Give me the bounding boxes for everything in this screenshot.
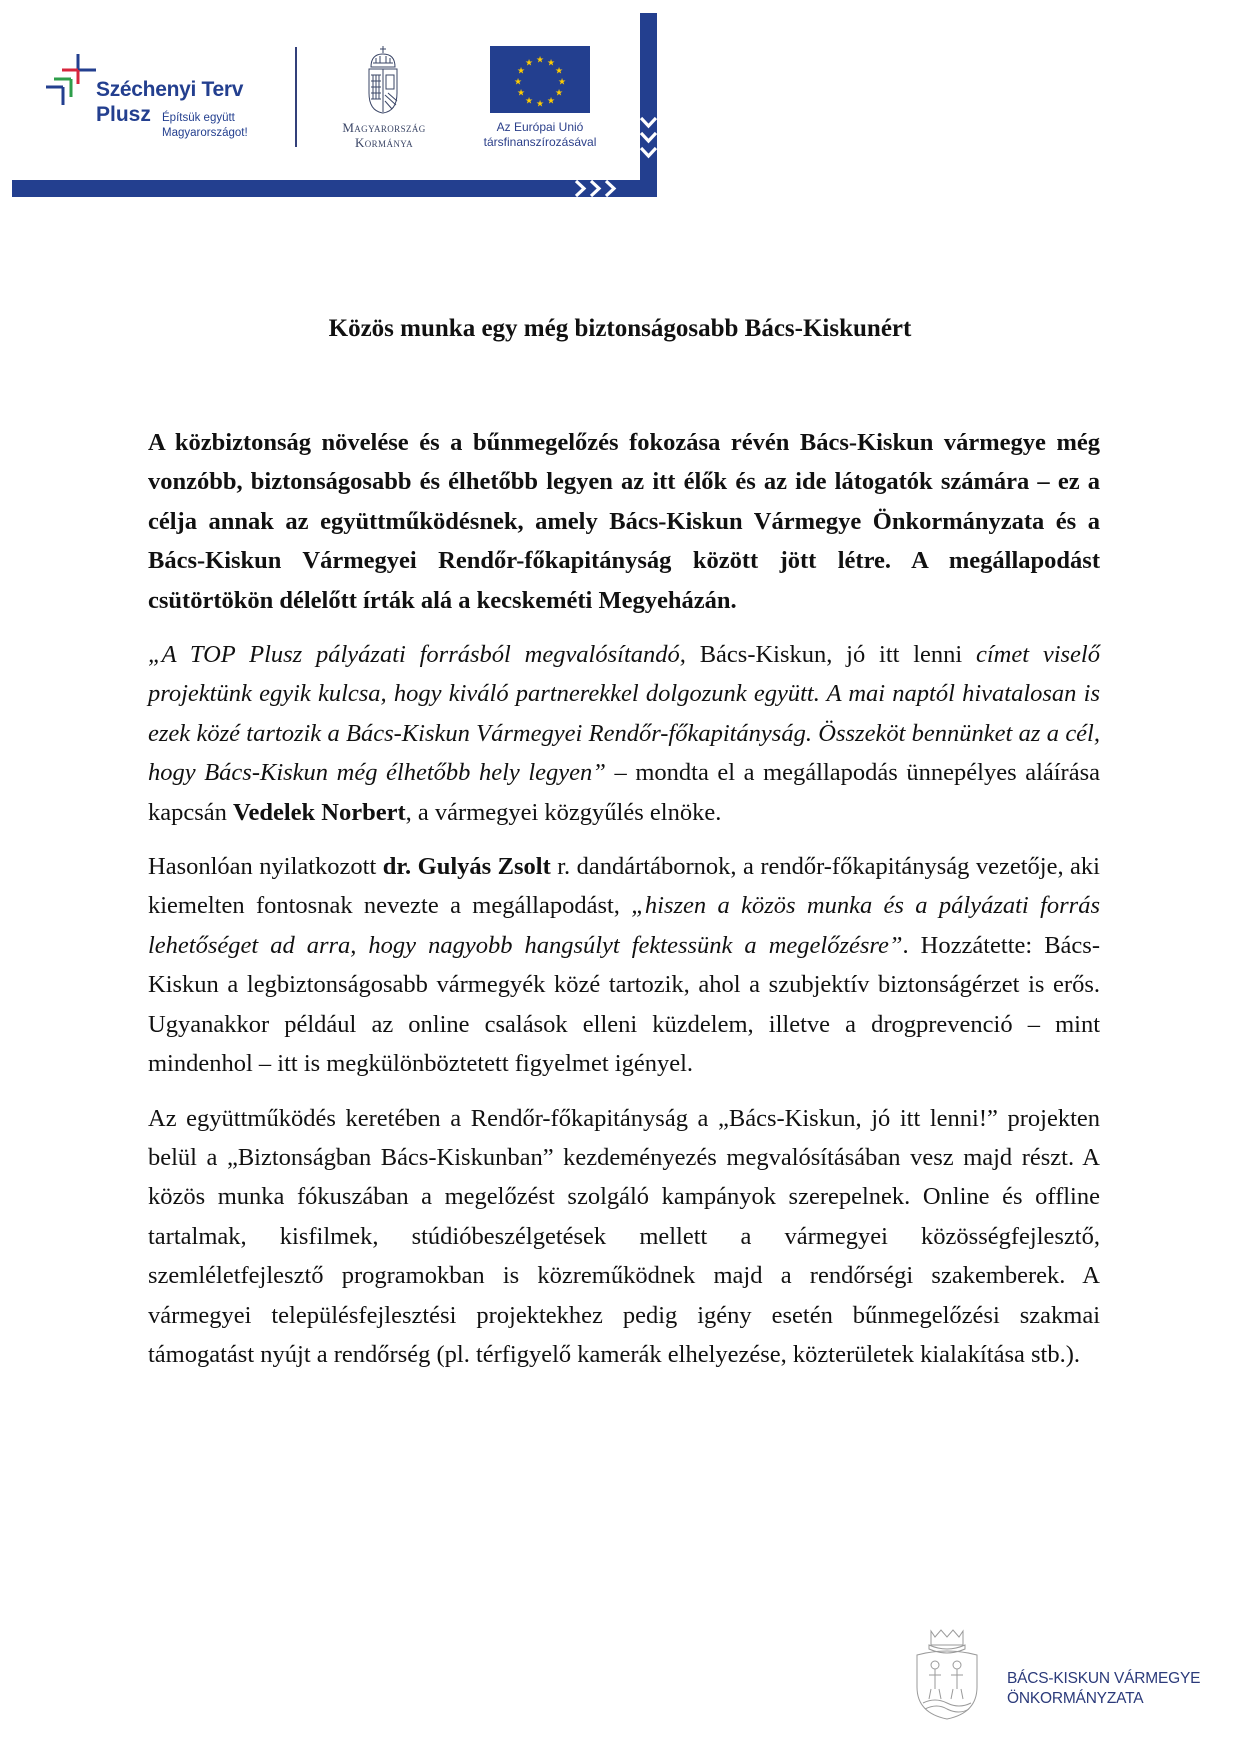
logo-divider — [295, 47, 297, 147]
chevrons-down-icon — [640, 116, 657, 164]
gov-line-2: Kormánya — [354, 135, 414, 150]
speaker-role: , a vármegyei közgyűlés elnöke. — [405, 798, 722, 826]
szechenyi-tagline — [162, 111, 248, 141]
hungarian-coat-of-arms-icon — [366, 45, 400, 115]
eu-text — [466, 120, 614, 150]
svg-text:★: ★ — [554, 88, 564, 99]
project-name: Bács-Kiskun, jó itt lenni — [685, 641, 976, 669]
eu-flag-icon — [490, 46, 590, 113]
svg-text:★: ★ — [516, 66, 526, 77]
footer-org-name — [1007, 1669, 1200, 1709]
szechenyi-cross-icon — [44, 53, 98, 107]
paragraph-quote-vedelek — [148, 635, 1100, 832]
paragraph-cooperation: Az együttműködés keretében a Rendőr-főkapitányság a „Bács-Kiskun, jó itt lenni!” projekten belül a „Biztonságban Bács-Kiskunban” kezdeményezés megvalósításában vesz majd részt. A közös munka fókuszában a megelőzést szolgáló kampányok szerepelnek. Online és offline tartalmak, kisfilmek, stúdióbeszélgetések mellett a vármegyei közösségfejlesztő, szemléletfejlesztő programokban is közreműködnek majd a rendőrségi szakemberek. A vármegyei településfejlesztési projektekhez pedig igény esetén bűnmegelőzési szakmai támogatást nyújt a rendőrség (pl. térfigyelő kamerák elhelyezése, közterületek kialakítása stb.). — [148, 1104, 1100, 1368]
svg-text:★: ★ — [546, 58, 556, 69]
svg-text:★: ★ — [524, 96, 534, 107]
svg-text:★: ★ — [513, 77, 523, 88]
speaker-name: dr. Gulyás Zsolt — [382, 853, 551, 881]
footer-line-1: BÁCS-KISKUN VÁRMEGYE — [1007, 1670, 1201, 1687]
intro-text: Hasonlóan nyilatkozott — [148, 853, 383, 881]
svg-text:★: ★ — [535, 99, 545, 110]
speaker-name: Vedelek Norbert — [233, 798, 406, 826]
gov-line-1: Magyarország — [342, 120, 426, 135]
eu-line-1: Az Európai Unió — [496, 120, 584, 134]
continuation-text: . Hozzátette: Bács-Kiskun a legbiztonságosabb vármegyék közé tartozik, ahol a szubjektív biztonságérzet is erős. Ugyanakkor például az online csalások elleni küzdelem, illetve a drogprevenció – mint mindenhol – itt is megkülönböztetett figyelmet igényel. — [148, 931, 1100, 1078]
svg-text:★: ★ — [524, 58, 534, 69]
article-body — [148, 423, 1100, 1389]
header-right-bar — [640, 13, 657, 197]
attribution-text: – mondta el a megállapodás ünnepélyes aláírása kapcsán — [148, 759, 1101, 826]
szechenyi-plusz: Plusz — [96, 103, 151, 126]
chevrons-right-icon — [574, 180, 626, 197]
quote-part-1: „A TOP Plusz pályázati forrásból megvalósítandó, — [148, 641, 686, 669]
bacs-kiskun-coat-of-arms-icon — [913, 1627, 981, 1721]
eu-stars-icon — [490, 46, 590, 113]
hungarian-government-text — [318, 120, 450, 150]
svg-text:★: ★ — [535, 55, 545, 66]
paragraph-quote-gulyas — [148, 847, 1100, 1083]
header-bottom-bar — [12, 180, 657, 197]
speaker-role: r. dandártábornok, a rendőr-főkapitányság vezetője, aki kiemelten fontosnak nevezte a megállapodást, — [148, 853, 1100, 920]
svg-text:★: ★ — [516, 88, 526, 99]
tagline-line-1: Építsük együtt — [162, 112, 235, 124]
svg-text:★: ★ — [546, 96, 556, 107]
szechenyi-title: Széchenyi Terv — [96, 78, 244, 101]
footer-line-2: ÖNKORMÁNYZATA — [1007, 1690, 1144, 1707]
svg-text:★: ★ — [554, 66, 564, 77]
eu-line-2: társfinanszírozásával — [483, 135, 597, 149]
tagline-line-2: Magyarországot! — [162, 127, 248, 139]
quote-text: „hiszen a közös munka és a pályázati forrás lehetőséget ad arra, hogy nagyobb hangsúlyt fektessünk a megelőzésre” — [148, 892, 1100, 959]
quote-part-2: címet viselő projektünk egyik kulcsa, hogy kiváló partnerekkel dolgozunk együtt. A mai naptól hivatalosan is ezek közé tartozik a Bács-Kiskun Vármegyei Rendőr-főkapitányság. Összeköt bennünket az a cél, hogy Bács-Kiskun még élhetőbb hely legyen” — [148, 641, 1100, 787]
svg-text:★: ★ — [557, 77, 567, 88]
lead-paragraph: A közbiztonság növelése és a bűnmegelőzés fokozása révén Bács-Kiskun vármegye még vonzóbb, biztonságosabb és élhetőbb legyen az itt élők és az ide látogatók számára – ez a célja annak az együttműködésnek, amely Bács-Kiskun Vármegye Önkormányzata és a Bács-Kiskun Vármegyei Rendőr-főkapitányság között jött létre. A megállapodást csütörtökön délelőtt írták alá a kecskeméti Megyeházán. — [148, 429, 1100, 614]
page-title: Közös munka egy még biztonságosabb Bács-Kiskunért — [328, 315, 912, 342]
